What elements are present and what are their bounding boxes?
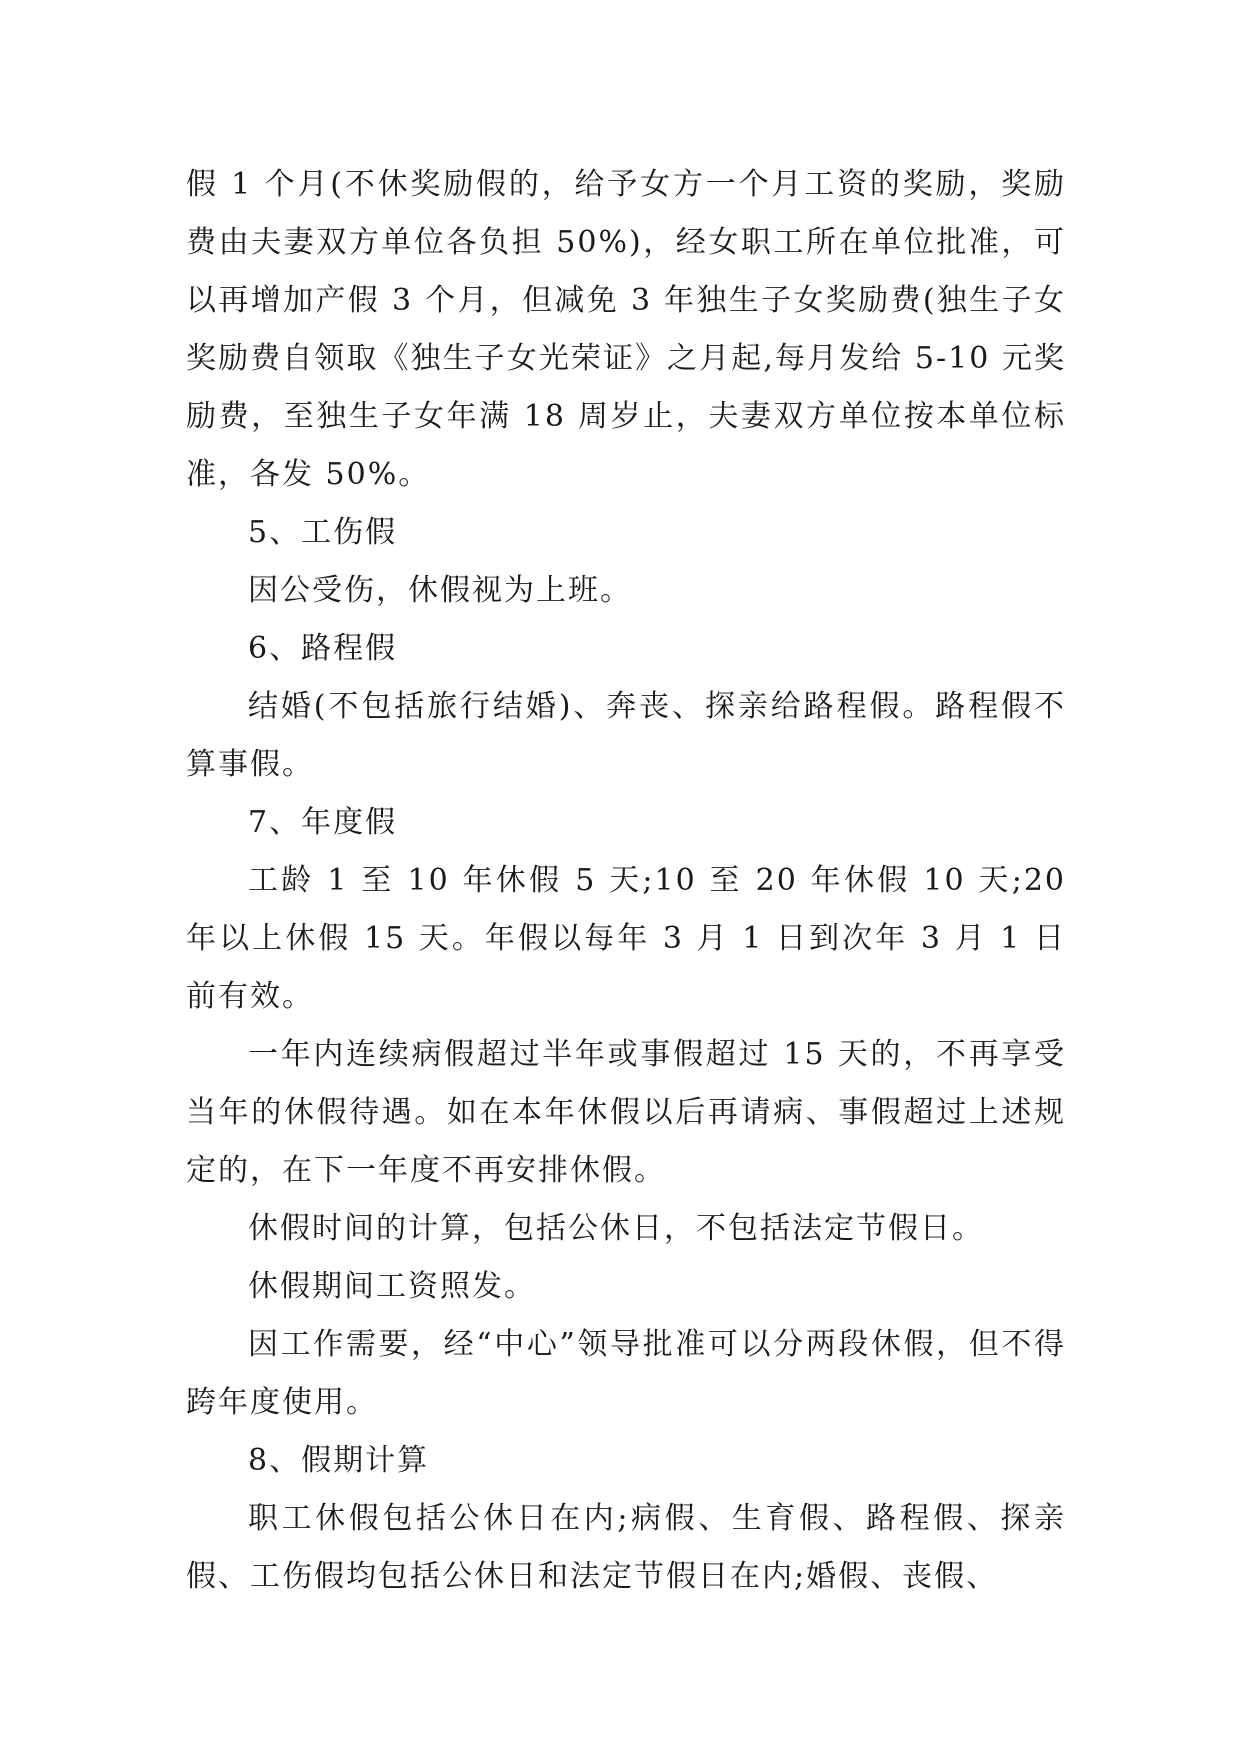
heading-work-injury-leave: 5、工伤假	[248, 515, 398, 550]
paragraph-annual-leave-calculation: 休假时间的计算，包括公休日，不包括法定节假日。	[248, 1211, 984, 1246]
paragraph-travel-leave: 结婚(不包括旅行结婚)、奔丧、探亲给路程假。路程假不算事假。	[186, 689, 1066, 782]
paragraph-leave-calculation: 职工休假包括公休日在内;病假、生育假、路程假、探亲假、工伤假均包括公休日和法定节假日在内;婚假、丧假、	[186, 1501, 1066, 1594]
paragraph-maternity-continued: 假 1 个月(不休奖励假的，给予女方一个月工资的奖励，奖励费由夫妻双方单位各负担 50%)，经女职工所在单位批准，可以再增加产假 3 个月，但减免 3 年独生子女奖励费(独生子女奖励费自领取《独生子女光荣证》之月起,每月发给 5-10 元奖励费，至独生子女年满 18 周岁止，夫妻双方单位按本单位标准，各发 50%。	[186, 167, 1066, 492]
heading-annual-leave: 7、年度假	[248, 805, 398, 840]
paragraph-work-injury-leave: 因公受伤，休假视为上班。	[248, 573, 632, 608]
paragraph-annual-leave-days: 工龄 1 至 10 年休假 5 天;10 至 20 年休假 10 天;20 年以上休假 15 天。年假以每年 3 月 1 日到次年 3 月 1 日前有效。	[186, 863, 1066, 1014]
heading-travel-leave: 6、路程假	[248, 631, 398, 666]
paragraph-annual-leave-salary: 休假期间工资照发。	[248, 1269, 536, 1304]
heading-leave-calculation: 8、假期计算	[248, 1443, 430, 1478]
paragraph-annual-leave-exclusion: 一年内连续病假超过半年或事假超过 15 天的，不再享受当年的休假待遇。如在本年休假以后再请病、事假超过上述规定的，在下一年度不再安排休假。	[186, 1037, 1066, 1188]
paragraph-annual-leave-split: 因工作需要，经“中心”领导批准可以分两段休假，但不得跨年度使用。	[186, 1327, 1066, 1420]
document-body	[186, 156, 1066, 1606]
